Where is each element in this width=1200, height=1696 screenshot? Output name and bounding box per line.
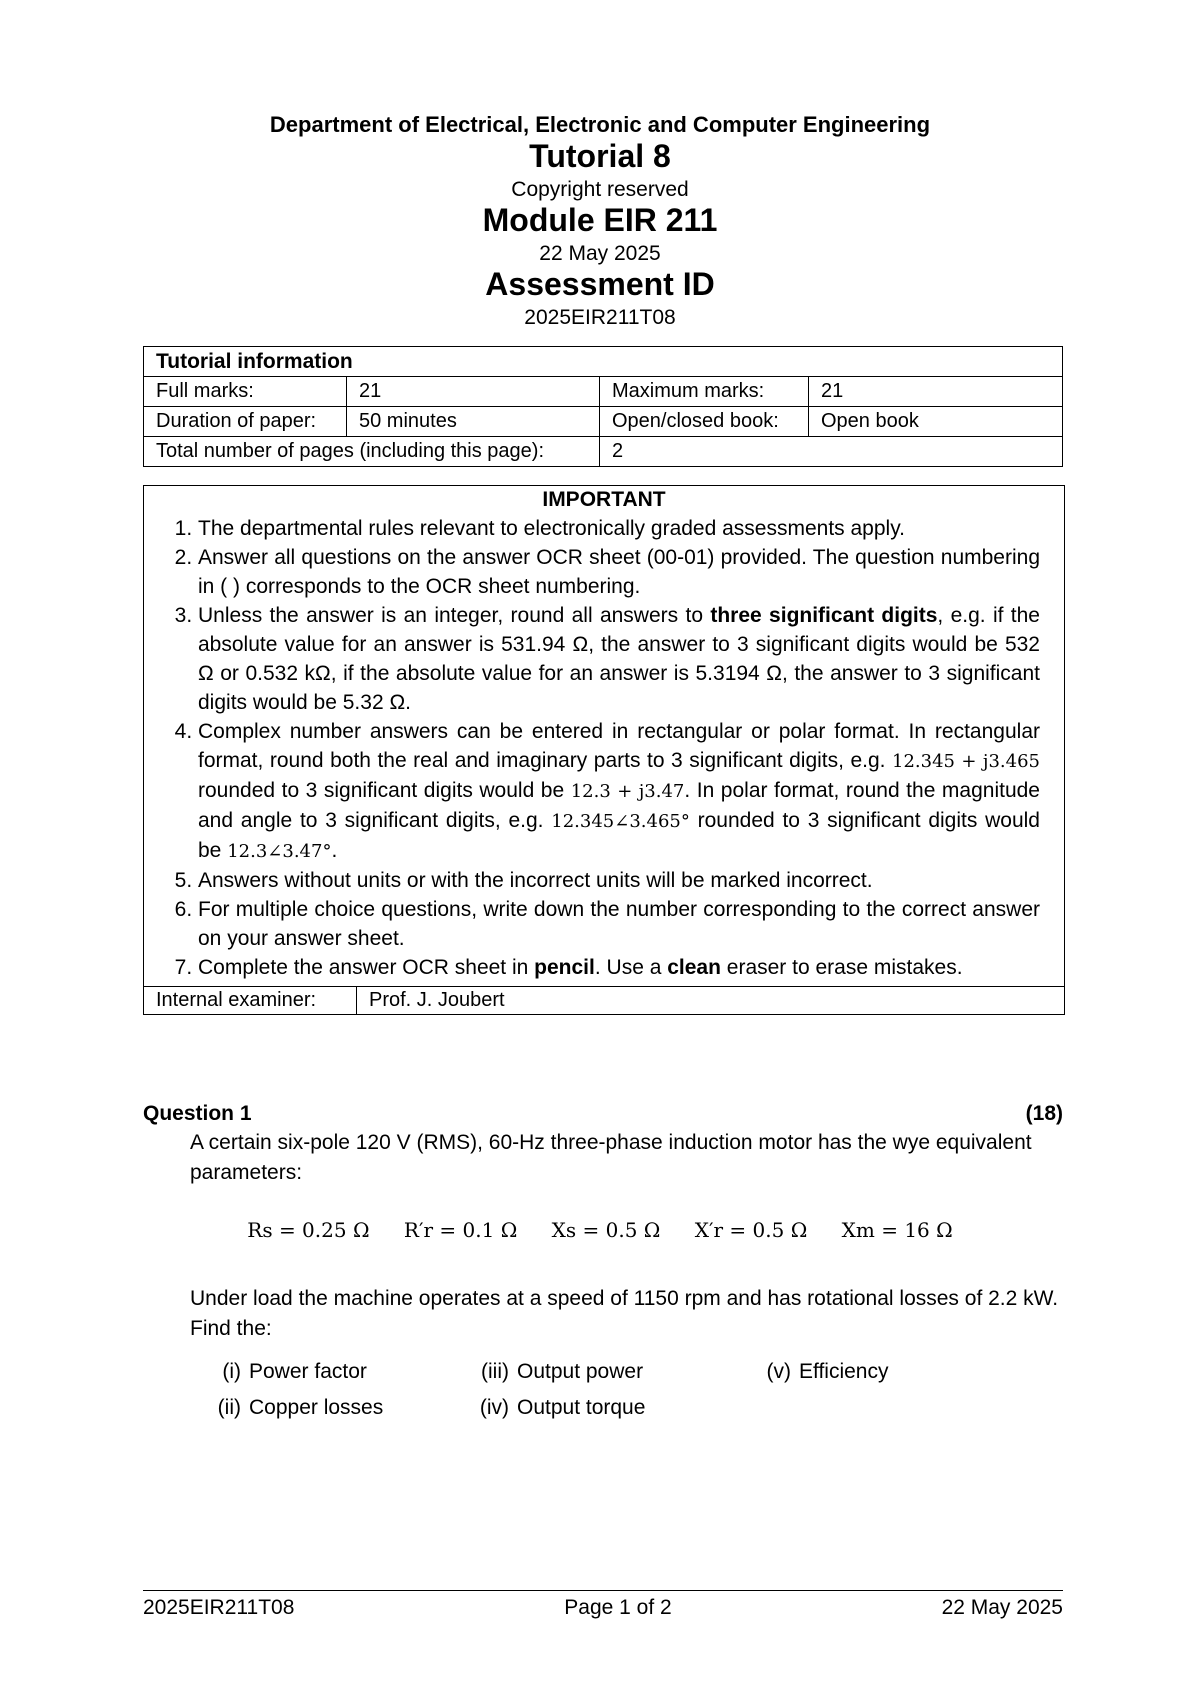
parameter-xr: X′r = 0.5 Ω xyxy=(694,1218,808,1242)
footer-id: 2025EIR211T08 xyxy=(143,1596,295,1619)
duration-value: 50 minutes xyxy=(347,407,600,437)
rule-text: eraser to erase mistakes. xyxy=(720,956,963,979)
part-number: (ii) xyxy=(217,1396,241,1419)
book-value: Open book xyxy=(809,407,1063,437)
rule-text: . Use a xyxy=(594,956,668,979)
rule-item xyxy=(198,514,1040,543)
part-number: (iv) xyxy=(479,1396,509,1419)
tutorial-info-table xyxy=(143,346,1063,467)
question-label: Question 1 xyxy=(143,1102,252,1125)
copyright-notice: Copyright reserved xyxy=(511,178,689,201)
department-name: Department of Electrical, Electronic and Computer Engineering xyxy=(269,112,931,137)
module-title: Module EIR 211 xyxy=(482,202,718,238)
rule-text: rounded to 3 significant digits would be xyxy=(198,809,1040,862)
rule-item xyxy=(198,601,1040,717)
parameter-xs: Xs = 0.5 Ω xyxy=(551,1218,661,1242)
rule-text: rounded to 3 significant digits would be xyxy=(198,779,571,802)
rule-item xyxy=(198,866,1040,895)
tutorial-title: Tutorial 8 xyxy=(529,138,671,174)
examiner-label: Internal examiner: xyxy=(144,987,357,1014)
examiner-row xyxy=(144,986,1064,1014)
part-text: Power factor xyxy=(249,1360,367,1383)
part-text: Copper losses xyxy=(249,1396,384,1419)
assessment-label: Assessment ID xyxy=(485,266,715,302)
pages-value: 2 xyxy=(600,437,1063,467)
math-expression: 12.345 + j3.465 xyxy=(892,751,1040,772)
question-heading xyxy=(143,1102,1063,1126)
examiner-name: Prof. J. Joubert xyxy=(369,989,505,1011)
important-title: IMPORTANT xyxy=(542,488,666,511)
part-text: Efficiency xyxy=(799,1360,889,1383)
part-text: Output torque xyxy=(517,1396,646,1419)
rule-text: Complex number answers can be entered in rectangular or polar format. In rectangular format, round both the real and imaginary parts to 3 significant digits, e.g. xyxy=(198,720,1040,772)
page-footer xyxy=(143,1596,1063,1620)
equivalent-parameters xyxy=(0,1218,1200,1242)
footer-date: 22 May 2025 xyxy=(941,1596,1063,1619)
rule-text: Answers without units or with the incorrect units will be marked incorrect. xyxy=(198,869,873,892)
rule-text: For multiple choice questions, write down the number corresponding to the correct answer on your answer sheet. xyxy=(198,898,1040,950)
rule-text: , e.g. if the absolute value for an answer is 531.94 Ω, the answer to 3 significant digits would be 532 Ω or 0.532 kΩ, if the absolute value for an answer is 5.3194 Ω, the answer to 3 significant digits would be 5.32 Ω. xyxy=(198,604,1040,714)
document-date: 22 May 2025 xyxy=(539,242,661,265)
question-marks: (18) xyxy=(1025,1102,1063,1125)
full-marks-label: Full marks: xyxy=(144,377,347,407)
rule-text: . In polar format, round the magnitude and angle to 3 significant digits, e.g. xyxy=(198,779,1040,832)
rule-text: Answer all questions on the answer OCR sheet (00-01) provided. The question numbering in ( ) corresponds to the OCR sheet numbering. xyxy=(198,546,1040,598)
max-marks-value: 21 xyxy=(809,377,1063,407)
max-marks-label: Maximum marks: xyxy=(600,377,809,407)
important-box xyxy=(143,485,1065,1015)
footer-page-number: Page 1 of 2 xyxy=(564,1596,672,1619)
math-expression: 12.3 + j3.47 xyxy=(570,781,685,802)
rule-text: Complete the answer OCR sheet in xyxy=(198,956,529,979)
question-part xyxy=(205,1396,383,1420)
rule-item xyxy=(198,895,1040,953)
question-part xyxy=(473,1360,643,1384)
book-label: Open/closed book: xyxy=(600,407,809,437)
parameter-rs: Rs = 0.25 Ω xyxy=(247,1218,370,1242)
question-part xyxy=(755,1360,889,1384)
rule-text: Unless the answer is an integer, round all answers to xyxy=(198,604,704,627)
math-expression: 12.345∠3.465° xyxy=(551,811,690,832)
duration-label: Duration of paper: xyxy=(144,407,347,437)
rule-item xyxy=(198,953,1040,982)
rule-item xyxy=(198,717,1040,866)
part-number: (v) xyxy=(766,1360,791,1383)
part-text: Output power xyxy=(517,1360,644,1383)
full-marks-value: 21 xyxy=(347,377,600,407)
parameter-rr: R′r = 0.1 Ω xyxy=(403,1218,518,1242)
info-table-heading: Tutorial information xyxy=(144,347,1063,377)
important-list xyxy=(144,514,1064,982)
rule-emphasis: pencil xyxy=(534,956,595,979)
rule-item xyxy=(198,543,1040,601)
question-part xyxy=(473,1396,645,1420)
pages-label: Total number of pages (including this page): xyxy=(144,437,600,467)
parameter-xm: Xm = 16 Ω xyxy=(841,1218,953,1242)
footer-divider xyxy=(143,1590,1063,1591)
math-expression: 12.3∠3.47° xyxy=(227,841,332,862)
rule-emphasis: three significant digits xyxy=(710,604,938,627)
rule-text: The departmental rules relevant to electronically graded assessments apply. xyxy=(198,517,905,540)
rule-emphasis: clean xyxy=(667,956,721,979)
question-load-text: Under load the machine operates at a speed of 1150 rpm and has rotational losses of 2.2 kW. Find the: xyxy=(190,1287,1059,1340)
question-intro: A certain six-pole 120 V (RMS), 60-Hz three-phase induction motor has the wye equivalent parameters: xyxy=(190,1131,1032,1184)
part-number: (i) xyxy=(222,1360,241,1383)
question-part xyxy=(205,1360,367,1384)
rule-text: . xyxy=(331,839,338,862)
assessment-id: 2025EIR211T08 xyxy=(524,306,676,329)
part-number: (iii) xyxy=(481,1360,509,1383)
